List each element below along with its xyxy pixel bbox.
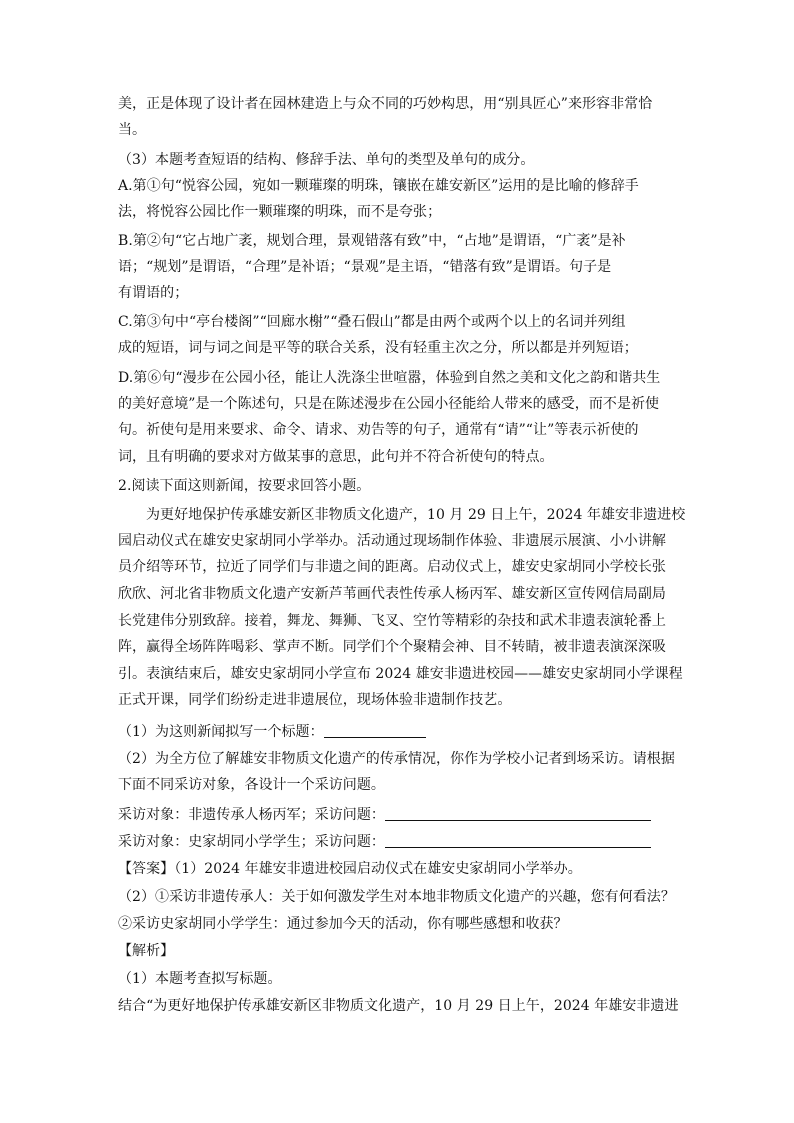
text-line: 语；“规划”是谓语，“合理”是补语；“景观”是主语，“错落有致”是谓语。句子是 bbox=[118, 259, 612, 275]
analysis-line: （1）本题考查拟写标题。 bbox=[118, 971, 282, 987]
analysis-heading: 【解析】 bbox=[118, 943, 175, 959]
news-paragraph-line: 员介绍等环节，拉近了同学们与非遗之间的距离。启动仪式上，雄安史家胡同小学校长张 bbox=[118, 559, 666, 575]
text-line: 有谓语的； bbox=[118, 285, 189, 301]
interview-row-inheritor bbox=[118, 804, 651, 824]
text-line: A.第①句“悦容公园，宛如一颗璀璨的明珠，镶嵌在雄安新区”运用的是比喻的修辞手 bbox=[118, 178, 639, 194]
news-paragraph-line: 长党建伟分别致辞。接着，舞龙、舞狮、飞叉、空竹等精彩的杂技和武术非遗表演轮番上 bbox=[118, 613, 666, 629]
subquestion-2-line: 下面不同采访对象，各设计一个采访问题。 bbox=[118, 777, 385, 793]
subquestion-1 bbox=[118, 721, 426, 741]
news-paragraph-line: 引。表演结束后，雄安史家胡同小学宣布 2024 雄安非遗进校园——雄安史家胡同小学课程 bbox=[118, 666, 683, 682]
text-line: 当。 bbox=[118, 122, 147, 138]
answer-blank-title[interactable] bbox=[324, 723, 426, 738]
news-paragraph-line: 正式开课，同学们纷纷走进非遗展位，现场体验非遗制作技艺。 bbox=[118, 692, 512, 708]
text-line: 成的短语，词与词之间是平等的联合关系，没有轻重主次之分，所以都是并列短语； bbox=[118, 340, 638, 356]
text-line: C.第③句中“亭台楼阁”“回廊水榭”“叠石假山”都是由两个或两个以上的名词并列组 bbox=[118, 314, 626, 330]
analysis-line: 结合“为更好地保护传承雄安新区非物质文化遗产，10 月 29 日上午，2024 年雄安非遗进 bbox=[118, 998, 679, 1014]
subquestion-2-line: （2）为全方位了解雄安非物质文化遗产的传承情况，你作为学校小记者到场采访。请根据 bbox=[118, 751, 675, 767]
answer-blank-student[interactable] bbox=[385, 833, 651, 848]
text-line: （3）本题考查短语的结构、修辞手法、单句的类型及单句的成分。 bbox=[118, 152, 535, 168]
interview-label: 采访对象：史家胡同小学学生；采访问题： bbox=[118, 834, 385, 850]
text-line: B.第②句“它占地广袤，规划合理，景观错落有致”中，“占地”是谓语，“广袤”是补 bbox=[118, 233, 626, 249]
answer-line: 【答案】（1）2024 年雄安非遗进校园启动仪式在雄安史家胡同小学举办。 bbox=[118, 861, 582, 877]
news-paragraph-line: 欣欣、河北省非物质文化遗产安新芦苇画代表性传承人杨丙军、雄安新区宣传网信局副局 bbox=[118, 586, 666, 602]
text-line: 句。祈使句是用来要求、命令、请求、劝告等的句子，通常有“请”“让”等表示祈使的 bbox=[118, 422, 639, 438]
question-heading: 2.阅读下面这则新闻，按要求回答小题。 bbox=[118, 478, 371, 494]
answer-line: ②采访史家胡同小学学生：通过参加今天的活动，你有哪些感想和收获？ bbox=[118, 916, 568, 932]
interview-label: 采访对象：非遗传承人杨丙军；采访问题： bbox=[118, 807, 385, 823]
interview-row-student bbox=[118, 831, 651, 851]
subquestion-1-text: （1）为这则新闻拟写一个标题： bbox=[118, 724, 324, 740]
text-line: 美，正是体现了设计者在园林建造上与众不同的巧妙构思，用“别具匠心”来形容非常恰 bbox=[118, 96, 653, 112]
answer-blank-inheritor[interactable] bbox=[385, 806, 651, 821]
text-line: 法，将悦容公园比作一颗璀璨的明珠，而不是夸张； bbox=[118, 204, 442, 220]
answer-line: （2）①采访非遗传承人：关于如何激发学生对本地非物质文化遗产的兴趣，您有何看法？ bbox=[118, 889, 675, 905]
text-line: D.第⑥句“漫步在公园小径，能让人洗涤尘世喧嚣，体验到自然之美和文化之韵和谐共生 bbox=[118, 370, 661, 386]
news-paragraph-line: 为更好地保护传承雄安新区非物质文化遗产，10 月 29 日上午，2024 年雄安非遗进校 bbox=[146, 507, 686, 523]
text-line: 词，且有明确的要求对方做某事的意思，此句并不符合祈使句的特点。 bbox=[118, 449, 554, 465]
news-paragraph-line: 园启动仪式在雄安史家胡同小学举办。活动通过现场制作体验、非遗展示展演、小小讲解 bbox=[118, 533, 666, 549]
text-line: 的美好意境”是一个陈述句，只是在陈述漫步在公园小径能给人带来的感受，而不是祈使 bbox=[118, 396, 660, 412]
news-paragraph-line: 阵，赢得全场阵阵喝彩、掌声不断。同学们个个聚精会神、目不转睛，被非遗表演深深吸 bbox=[118, 639, 666, 655]
